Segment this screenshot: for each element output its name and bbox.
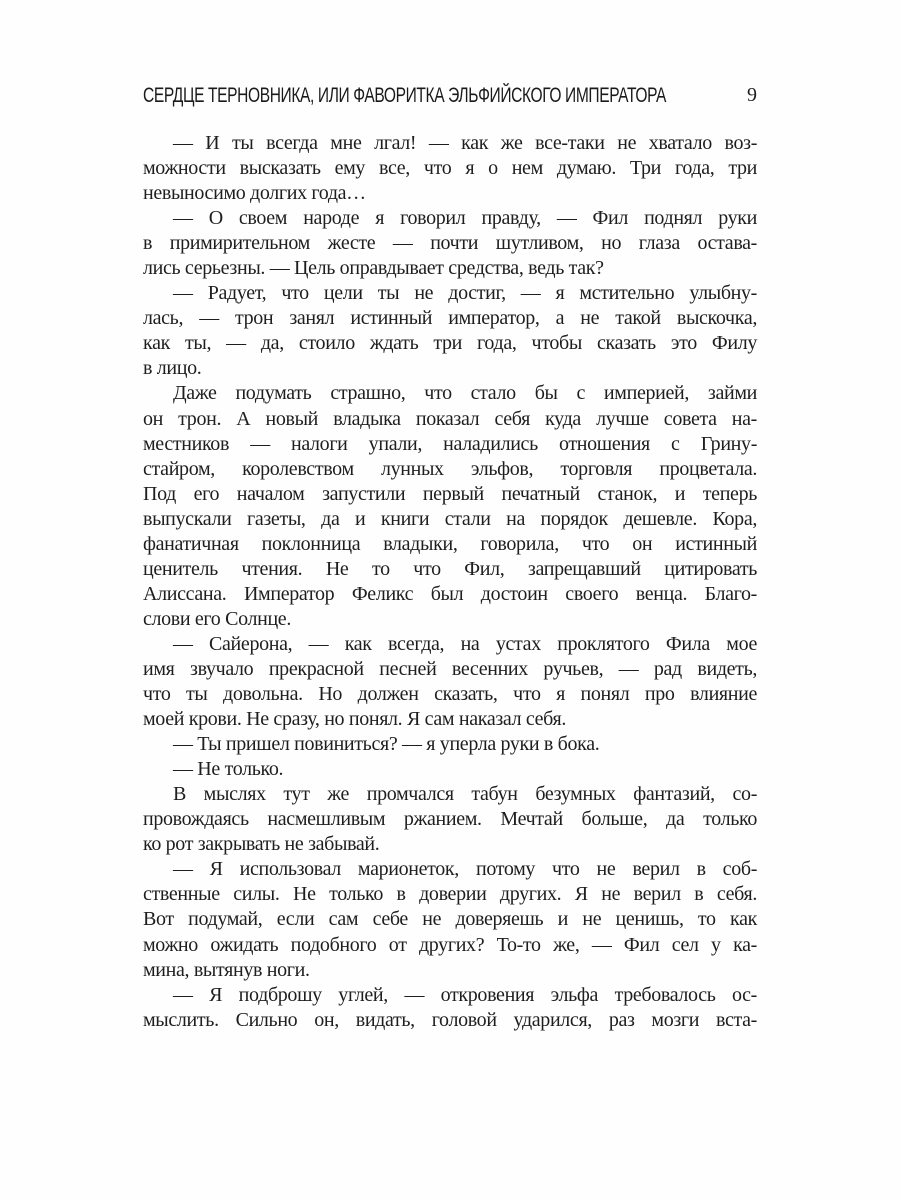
- text-line: — Ты пришел повиниться? — я уперла руки в бока.: [173, 733, 600, 756]
- text-line: мина, вытянув ноги.: [143, 958, 310, 981]
- text-line: Даже подумать страшно, что стало бы с империей, займи: [173, 382, 757, 405]
- text-line: моей крови. Не сразу, но понял. Я сам наказал себя.: [143, 708, 567, 731]
- text-line: местников — налоги упали, наладились отношения с Грину-: [143, 432, 757, 455]
- text-line: можности высказать ему все, что я о нем думаю. Три года, три: [143, 157, 757, 180]
- text-line: имя звучало прекрасной песней весенних ручьев, — рад видеть,: [143, 657, 757, 680]
- running-header: [143, 84, 757, 112]
- text-line: — И ты всегда мне лгал! — как же все-таки не хватало воз-: [173, 132, 757, 154]
- text-line: — Не только.: [173, 758, 284, 781]
- text-line: лись серьезны. — Цель оправдывает средства, ведь так?: [143, 257, 604, 280]
- text-line: выпускали газеты, да и книги стали на порядок дешевле. Кора,: [143, 507, 757, 530]
- text-line: мыслить. Сильно он, видать, головой ударился, раз мозги вста-: [143, 1008, 757, 1031]
- text-line: что ты довольна. Но должен сказать, что я понял про влияние: [143, 683, 757, 706]
- text-line: невыносимо долгих года…: [143, 182, 366, 205]
- text-line: ко рот закрывать не забывай.: [143, 833, 380, 856]
- text-line: — Я подброшу углей, — откровения эльфа требовалось ос-: [173, 983, 757, 1006]
- text-line: — Я использовал марионеток, потому что не верил в соб-: [173, 858, 757, 881]
- text-line: ценитель чтения. Не то что Фил, запрещавший цитировать: [143, 557, 757, 580]
- text-line: фанатичная поклонница владыки, говорила, что он истинный: [143, 532, 757, 555]
- text-line: стайром, королевством лунных эльфов, торговля процветала.: [143, 457, 757, 480]
- text-line: провождаясь насмешливым ржанием. Мечтай больше, да только: [143, 808, 757, 831]
- text-line: он трон. А новый владыка показал себя куда лучше совета на-: [143, 407, 757, 430]
- text-line: ственные силы. Не только в доверии других. Я не верил в себя.: [143, 883, 757, 906]
- text-line: в лицо.: [143, 357, 202, 380]
- text-line: в примирительном жесте — почти шутливом, но глаза остава-: [143, 232, 757, 255]
- text-line: Алиссана. Император Феликс был достоин своего венца. Благо-: [143, 582, 757, 605]
- running-title: СЕРДЦЕ ТЕРНОВНИКА, ИЛИ ФАВОРИТКА ЭЛЬФИЙСКОГО ИМПЕРАТОРА: [143, 84, 667, 107]
- text-line: — О своем народе я говорил правду, — Фил поднял руки: [173, 207, 757, 230]
- text-line: можно ожидать подобного от других? То-то же, — Фил сел у ка-: [143, 933, 757, 956]
- text-line: — Радует, что цели ты не достиг, — я мстительно улыбну-: [173, 282, 757, 305]
- text-line: Вот подумай, если сам себе не доверяешь и не ценишь, то как: [143, 908, 757, 931]
- text-line: слови его Солнце.: [143, 607, 291, 630]
- page-number: 9: [747, 84, 757, 106]
- text-line: — Сайерона, — как всегда, на устах проклятого Фила мое: [173, 632, 757, 655]
- text-line: лась, — трон занял истинный император, а не такой выскочка,: [143, 307, 757, 330]
- text-line: В мыслях тут же промчался табун безумных фантазий, со-: [173, 783, 757, 806]
- text-line: как ты, — да, стоило ждать три года, чтобы сказать это Филу: [143, 332, 757, 355]
- text-line: Под его началом запустили первый печатный станок, и теперь: [143, 482, 757, 505]
- body-text: [143, 131, 757, 1033]
